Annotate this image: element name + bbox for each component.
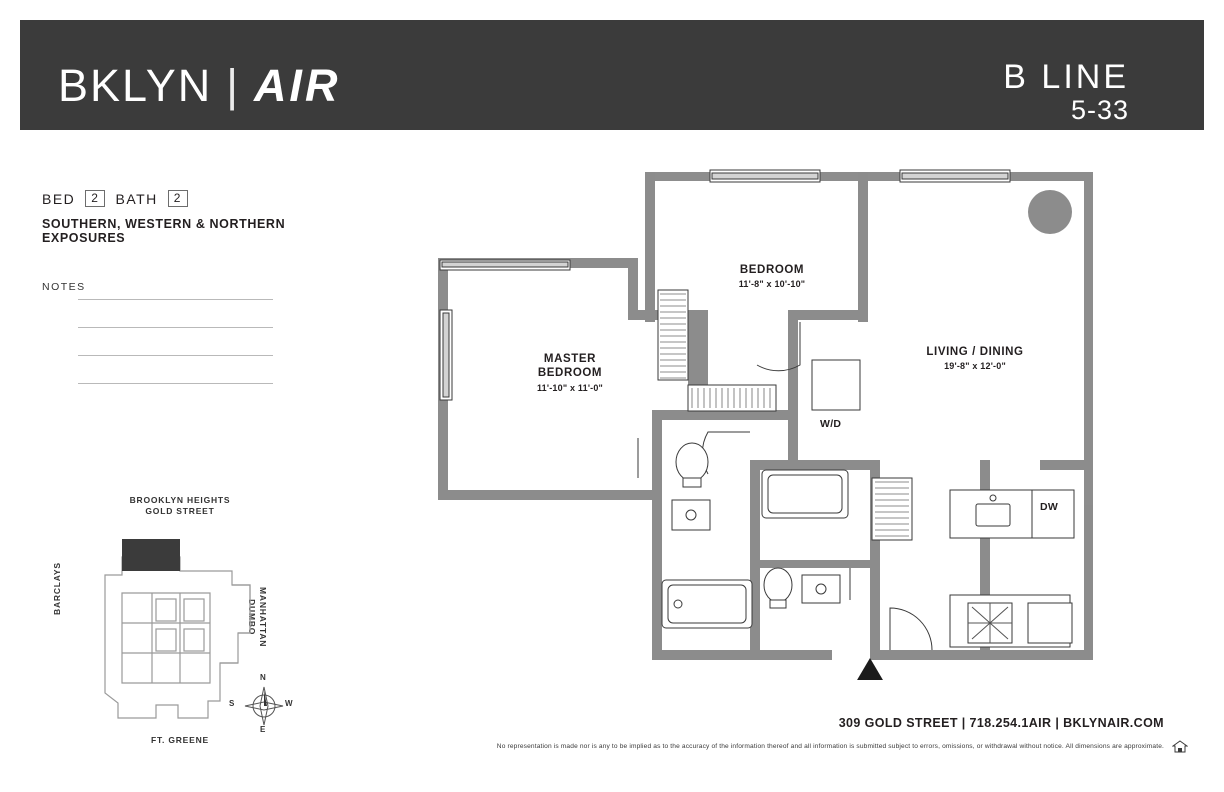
key-plan-left-label: BARCLAYS	[52, 562, 62, 615]
master-bedroom-name-line1: MASTER	[543, 353, 597, 365]
exposures-text: SOUTHERN, WESTERN & NORTHERN EXPOSURES	[42, 217, 286, 246]
key-plan	[52, 495, 293, 755]
floor-plan	[420, 160, 1120, 680]
key-plan-unit-highlight	[122, 539, 180, 571]
brand-secondary: AIR	[253, 60, 341, 111]
bath-count: 2	[168, 190, 188, 207]
living-dining-dimensions: 19'-8" x 12'-0"	[944, 361, 1006, 372]
bed-bath-row	[42, 190, 292, 207]
dishwasher-tag: DW	[1040, 501, 1059, 513]
room-label-master-bedroom	[480, 352, 660, 393]
room-label-living-dining	[870, 345, 1080, 371]
line-title	[1003, 60, 1129, 124]
compass-icon	[229, 673, 293, 735]
key-plan-right-line1: MANHATTAN	[258, 587, 268, 648]
bed-count: 2	[85, 190, 105, 207]
compass-s: S	[229, 699, 235, 708]
notes-line	[78, 328, 273, 356]
key-plan-right-line2: DUMBO	[246, 599, 257, 636]
line-floors: 5-33	[1070, 94, 1129, 125]
legal-disclaimer: No representation is made nor is any to be implied as to the accuracy of the information thereof and all information is submitted subject to errors, omissions, or withdrawal without notice. All dimensions are approximate.	[496, 743, 1164, 750]
key-plan-top-line1: BROOKLYN HEIGHTS	[129, 495, 231, 505]
key-plan-bottom-label: FT. GREENE	[150, 735, 210, 745]
brand-primary: BKLYN	[58, 60, 213, 111]
compass-n: N	[260, 673, 266, 682]
bed-label: BED	[42, 190, 76, 207]
room-label-bedroom	[682, 263, 862, 289]
notes-line	[78, 272, 273, 300]
notes-label: NOTES	[42, 281, 86, 294]
page-header	[20, 20, 1204, 130]
brand-divider: |	[226, 60, 240, 111]
bedroom-dimensions: 11'-8" x 10'-10"	[738, 279, 806, 290]
master-bedroom-name-line2: BEDROOM	[537, 367, 603, 380]
contact-address: 309 GOLD STREET | 718.254.1AIR | BKLYNAIR.COM	[838, 716, 1164, 730]
brand-logo	[58, 60, 340, 112]
washer-dryer-tag: W/D	[820, 418, 842, 430]
bath-label: BATH	[115, 190, 158, 207]
living-dining-name: LIVING / DINING	[926, 346, 1024, 358]
compass-w: W	[285, 699, 293, 708]
notes-line	[78, 300, 273, 328]
master-bedroom-dimensions: 11'-10" x 11'-0"	[536, 382, 604, 393]
compass-e: E	[260, 725, 266, 734]
notes-lines	[78, 272, 273, 384]
line-name: B LINE	[1003, 58, 1129, 96]
bedroom-name: BEDROOM	[739, 264, 805, 276]
floor-plan-drawing	[420, 160, 1120, 680]
notes-line	[78, 356, 273, 384]
key-plan-top-line2: GOLD STREET	[145, 506, 215, 517]
equal-housing-opportunity-icon	[1172, 740, 1188, 753]
